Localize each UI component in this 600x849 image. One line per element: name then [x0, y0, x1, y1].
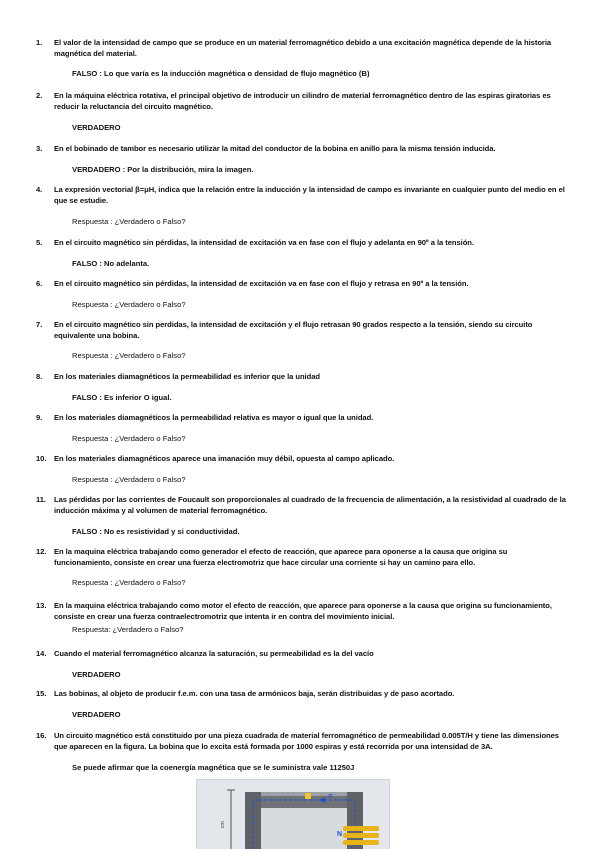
- question-text: En la maquina eléctrica trabajando como generador el efecto de reacción, que aparece para oponerse a la causa que origina su funcionamiento, consiste en crear una fuerza electromotriz que hace circular una corriente si hay un camino para ello.: [54, 547, 508, 567]
- question-14: [36, 649, 566, 660]
- question-1: [36, 38, 566, 59]
- answer-6: Respuesta : ¿Verdadero o Falso?: [72, 300, 186, 309]
- answer-10: Respuesta : ¿Verdadero o Falso?: [72, 475, 186, 484]
- question-text: El valor de la intensidad de campo que se produce en un material ferromagnético debido a una excitación magnética depende de la historia magnética del material.: [54, 38, 552, 58]
- question-text: En los materiales diamagnéticos la permeabilidad es inferior que la unidad: [54, 372, 320, 381]
- question-text: En el circuito magnético sin pérdidas, la intensidad de excitación va en fase con el flujo y retrasa en 90º a la tensión.: [54, 279, 469, 288]
- question-number: 7.: [36, 320, 43, 329]
- answer-7: Respuesta : ¿Verdadero o Falso?: [72, 351, 186, 360]
- answer-9: Respuesta : ¿Verdadero o Falso?: [72, 434, 186, 443]
- question-text: En el circuito magnético sin perdidas, la intensidad de excitación y el flujo retrasan 90 grados respecto a la tensión, siendo su circuito equivalente una bobina.: [54, 320, 533, 340]
- question-number: 4.: [36, 185, 43, 194]
- answer-8: FALSO : Es inferior O igual.: [72, 393, 172, 402]
- question-text: Las bobinas, al objeto de producir f.e.m. con una tasa de armónicos baja, serán distribuidas y de paso acortado.: [54, 689, 455, 698]
- magnetic-circuit-drawing: [197, 780, 389, 849]
- question-number: 15.: [36, 689, 47, 698]
- question-text: La expresión vectorial β=μH, indica que la relación entre la inducción y la intensidad de campo es invariante en cualquier punto del medio en el que se estudie.: [54, 185, 565, 205]
- question-number: 1.: [36, 38, 43, 47]
- flux-label: Φ: [328, 794, 333, 800]
- dimension-label: cm: [220, 821, 226, 828]
- question-text: En la maquina eléctrica trabajando como motor el efecto de reacción, que aparece para oponerse a la causa que origina su funcionamiento, consiste en crear una fuerza contraelectromotriz que intenta ir en contra del movimiento inicial.: [54, 601, 552, 621]
- question-number: 10.: [36, 454, 47, 463]
- question-text: En los materiales diamagnéticos la permeabilidad relativa es mayor o igual que la unidad.: [54, 413, 374, 422]
- answer-1: FALSO : Lo que varía es la inducción magnética o densidad de flujo magnético (B): [72, 69, 370, 78]
- question-15: [36, 689, 566, 700]
- question-text: En el circuito magnético sin pérdidas, la intensidad de excitación va en fase con el flujo y adelanta en 90º a la tensión.: [54, 238, 474, 247]
- answer-12: Respuesta : ¿Verdadero o Falso?: [72, 578, 186, 587]
- question-number: 5.: [36, 238, 43, 247]
- question-text: Cuando el material ferromagnético alcanza la saturación, su permeabilidad es la del vacío: [54, 649, 374, 658]
- magnetic-circuit-figure: [196, 779, 390, 849]
- question-3: [36, 144, 566, 155]
- coil-turn: [343, 840, 379, 845]
- core-left-leg: [245, 792, 261, 849]
- coil-turn: [343, 826, 379, 831]
- turns-label: N: [337, 831, 343, 838]
- question-10: [36, 454, 566, 465]
- question-16: [36, 731, 566, 752]
- question-text: Las pérdidas por las corrientes de Foucault son proporcionales al cuadrado de la frecuencia de alimentación, a la resistividad al cuadrado de la inducción máxima y al volumen de material ferromagnético.: [54, 495, 566, 515]
- marker: [305, 793, 311, 799]
- answer-16: Se puede afirmar que la coenergía magnética que se le suministra vale 11250J: [72, 763, 355, 772]
- question-text: En los materiales diamagnéticos aparece una imanación muy débil, opuesta al campo aplicado.: [54, 454, 395, 463]
- question-number: 8.: [36, 372, 43, 381]
- question-number: 14.: [36, 649, 47, 658]
- question-text: En el bobinado de tambor es necesario utilizar la mitad del conductor de la bobina en anillo para la misma tensión inducida.: [54, 144, 496, 153]
- question-12: [36, 547, 566, 568]
- question-7: [36, 320, 566, 341]
- question-number: 3.: [36, 144, 43, 153]
- question-6: [36, 279, 566, 290]
- question-9: [36, 413, 566, 424]
- coil-turn: [343, 833, 379, 838]
- question-number: 12.: [36, 547, 47, 556]
- question-8: [36, 372, 566, 383]
- question-number: 11.: [36, 495, 46, 504]
- answer-14: VERDADERO: [72, 670, 121, 679]
- answer-4: Respuesta : ¿Verdadero o Falso?: [72, 217, 186, 226]
- question-number: 2.: [36, 91, 43, 100]
- question-text: Un circuito magnético está constituido por una pieza cuadrada de material ferromagnético de permeabilidad 0.005T/H y tiene las dimensiones que aparecen en la figura. La bobina que lo excita está formada por 1000 espiras y está recorrida por una intensidad de 3A.: [54, 731, 559, 751]
- question-number: 13.: [36, 601, 47, 610]
- answer-13: Respuesta: ¿Verdadero o Falso?: [72, 625, 184, 634]
- question-4: [36, 185, 566, 206]
- answer-15: VERDADERO: [72, 710, 121, 719]
- question-number: 9.: [36, 413, 43, 422]
- answer-2: VERDADERO: [72, 123, 121, 132]
- question-number: 6.: [36, 279, 43, 288]
- question-5: [36, 238, 566, 249]
- question-number: 16.: [36, 731, 47, 740]
- answer-5: FALSO : No adelanta.: [72, 259, 150, 268]
- question-text: En la máquina eléctrica rotativa, el principal objetivo de introducir un cilindro de material ferromagnético dentro de las espiras giratorias es reducir la reluctancia del circuito magnético.: [54, 91, 551, 111]
- answer-11: FALSO : No es resistividad y si conductividad.: [72, 527, 240, 536]
- question-2: [36, 91, 566, 112]
- answer-3: VERDADERO : Por la distribución, mira la imagen.: [72, 165, 254, 174]
- core-top-highlight: [245, 792, 363, 796]
- question-11: [36, 495, 566, 516]
- question-13: [36, 601, 566, 622]
- core-window: [261, 808, 347, 849]
